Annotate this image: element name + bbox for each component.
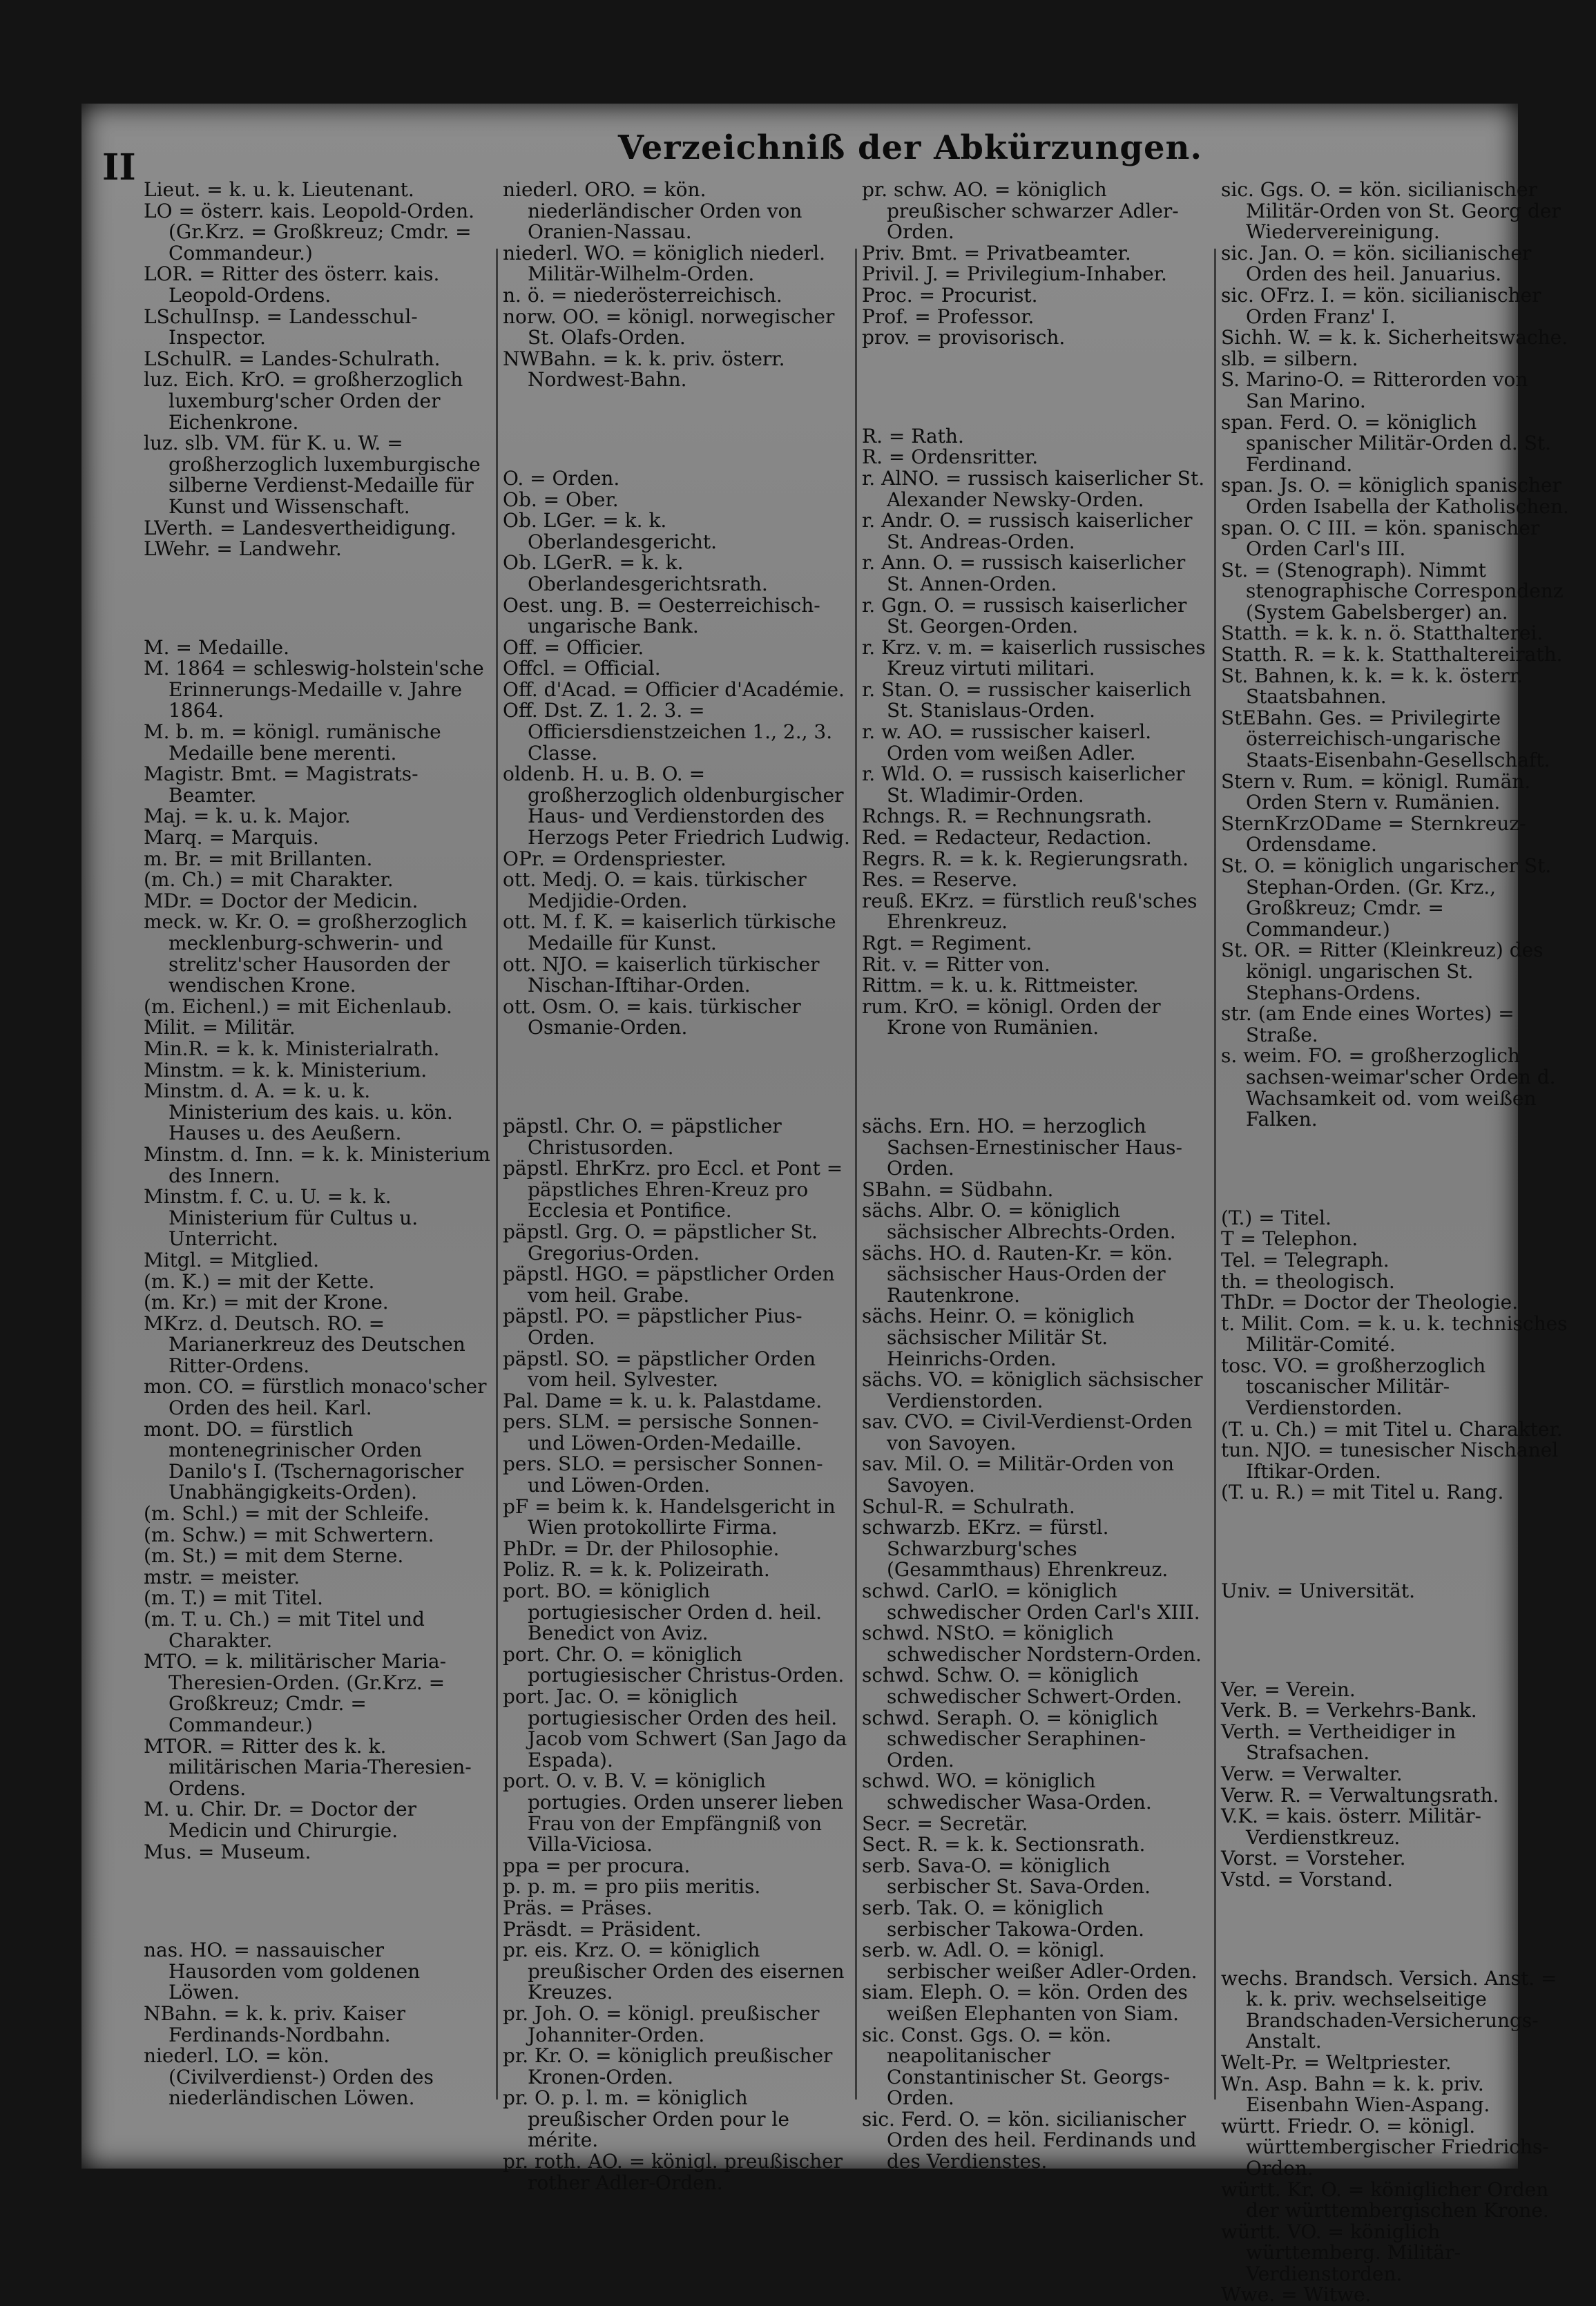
- section-gap: [144, 579, 492, 618]
- abbreviation-entry: Regrs. R. = k. k. Regierungsrath.: [862, 847, 1189, 870]
- abbreviation-entry: Secr. = Secretär.: [862, 1812, 1028, 1835]
- abbreviation-entry: sic. Jan. O. = kön. sicilianischer Orden des heil. Januarius.: [1221, 241, 1532, 286]
- abbreviation-entry: sächs. Heinr. O. = königlich sächsischer Militär St. Heinrichs-Orden.: [862, 1305, 1135, 1370]
- abbreviation-entry: (m. Kr.) = mit der Krone.: [144, 1291, 389, 1314]
- abbreviation-entry: mon. CO. = fürstlich monaco'scher Orden des heil. Karl.: [144, 1375, 487, 1420]
- abbreviation-entry: pr. Joh. O. = königl. preußischer Johanniter-Orden.: [503, 2001, 820, 2046]
- abbreviation-entry: Wn. Asp. Bahn = k. k. priv. Eisenbahn Wien-Aspang.: [1221, 2072, 1490, 2117]
- abbreviation-entry: R. = Ordensritter.: [862, 445, 1039, 469]
- abbreviation-entry: schwd. Seraph. O. = königlich schwedischer Seraphinen-Orden.: [862, 1706, 1159, 1771]
- abbreviation-entry: oldenb. H. u. B. O. = großherzoglich oldenburgischer Haus- und Verdienstorden des Herzogs Peter Friedrich Ludwig.: [503, 762, 850, 849]
- abbreviation-entry: LOR. = Ritter des österr. kais. Leopold-Ordens.: [144, 262, 440, 307]
- page-number: II: [102, 146, 136, 189]
- abbreviation-entry: V.K. = kais. österr. Militär-Verdienstkreuz.: [1221, 1805, 1481, 1849]
- abbreviation-entry: Ob. LGerR. = k. k. Oberlandesgerichtsrath.: [503, 551, 768, 595]
- abbreviation-entry: St. OR. = Ritter (Kleinkreuz) des königl. ungarischen St. Stephans-Ordens.: [1221, 939, 1544, 1004]
- abbreviation-entry: (m. Ch.) = mit Charakter.: [144, 868, 394, 892]
- abbreviation-entry: r. Ggn. O. = russisch kaiserlicher St. Georgen-Orden.: [862, 593, 1187, 638]
- abbreviation-entry: slb. = silbern.: [1221, 347, 1358, 370]
- abbreviation-entry: schwarzb. EKrz. = fürstl. Schwarzburg'sches (Gesammthaus) Ehrenkreuz.: [862, 1516, 1169, 1582]
- abbreviation-entry: Verw. R. = Verwaltungsrath.: [1221, 1783, 1499, 1807]
- abbreviation-entry: Wwe. = Witwe.: [1221, 2283, 1372, 2306]
- abbreviation-entry: r. w. AO. = russischer kaiserl. Orden vom weißen Adler.: [862, 720, 1152, 765]
- abbreviation-entry: (m. Schw.) = mit Schwertern.: [144, 1523, 434, 1546]
- page-title: Verzeichniß der Abkürzungen.: [617, 128, 1203, 167]
- abbreviation-entry: SternKrzODame = Sternkreuz-Ordensdame.: [1221, 811, 1526, 856]
- abbreviation-entry: M. b. m. = königl. rumänische Medaille bene merenti.: [144, 720, 441, 765]
- abbreviation-entry: sächs. VO. = königlich sächsischer Verdienstorden.: [862, 1368, 1203, 1412]
- abbreviation-entry: päpstl. EhrKrz. pro Eccl. et Pont = päpstliches Ehren-Kreuz pro Ecclesia et Pontifice.: [503, 1157, 843, 1222]
- abbreviation-entry: Univ. = Universität.: [1221, 1579, 1416, 1603]
- abbreviation-entry: sächs. Albr. O. = königlich sächsischer Albrechts-Orden.: [862, 1199, 1176, 1243]
- abbreviation-entry: SBahn. = Südbahn.: [862, 1178, 1054, 1201]
- abbreviation-entry: Rit. v. = Ritter von.: [862, 952, 1050, 976]
- abbreviation-entry: Maj. = k. u. k. Major.: [144, 805, 351, 828]
- abbreviation-entry: sächs. HO. d. Rauten-Kr. = kön. sächsischer Haus-Orden der Rautenkrone.: [862, 1241, 1173, 1307]
- abbreviation-entry: port. Jac. O. = königlich portugiesischer Orden des heil. Jacob vom Schwert (San Jago da Espada).: [503, 1685, 847, 1771]
- abbreviation-entry: Vstd. = Vorstand.: [1221, 1867, 1393, 1891]
- abbreviation-entry: Marq. = Marquis.: [144, 826, 319, 849]
- abbreviation-entry: päpstl. SO. = päpstlicher Orden vom heil. Sylvester.: [503, 1347, 816, 1392]
- abbreviation-entry: prov. = provisorisch.: [862, 326, 1066, 349]
- abbreviation-entry: Präsdt. = Präsident.: [503, 1917, 702, 1941]
- abbreviation-entry: Rgt. = Regiment.: [862, 932, 1032, 954]
- abbreviation-entry: württ. Kr. O. = königlicher Orden der württembergischen Krone.: [1221, 2178, 1549, 2222]
- abbreviation-entry: Red. = Redacteur, Redaction.: [862, 826, 1152, 849]
- abbreviation-entry: Sichh. W. = k. k. Sicherheitswache.: [1221, 326, 1568, 349]
- abbreviation-entry: württ. Friedr. O. = königl. württembergischer Friedrichs-Orden.: [1221, 2114, 1549, 2180]
- abbreviation-entry: r. Ann. O. = russisch kaiserlicher St. Annen-Orden.: [862, 551, 1186, 595]
- abbreviation-entry: ott. Medj. O. = kais. türkischer Medjidie-Orden.: [503, 868, 807, 912]
- abbreviation-entry: Minstm. f. C. u. U. = k. k. Ministerium für Cultus u. Unterricht.: [144, 1185, 419, 1251]
- section-gap: [1221, 1523, 1570, 1562]
- abbreviation-entry: Vorst. = Vorsteher.: [1221, 1847, 1406, 1870]
- abbreviation-entry: sav. CVO. = Civil-Verdienst-Orden von Savoyen.: [862, 1410, 1193, 1454]
- abbreviation-entry: LSchulR. = Landes-Schulrath.: [144, 347, 441, 370]
- abbreviation-entry: Res. = Reserve.: [862, 868, 1018, 892]
- abbreviation-entry: ott. Osm. O. = kais. türkischer Osmanie-Orden.: [503, 995, 801, 1039]
- abbreviation-entry: mont. DO. = fürstlich montenegrinischer Orden Danilo's I. (Tschernagorischer Unabhängigkeits-Orden).: [144, 1417, 464, 1504]
- abbreviation-entry: päpstl. Chr. O. = päpstlicher Christusorden.: [503, 1114, 782, 1159]
- abbreviation-entry: M. = Medaille.: [144, 635, 290, 659]
- abbreviation-entry: Tel. = Telegraph.: [1221, 1248, 1390, 1271]
- abbreviation-entry: niederl. ORO. = kön. niederländischer Orden von Oranien-Nassau.: [503, 178, 802, 244]
- abbreviation-entry: mstr. = meister.: [144, 1565, 300, 1588]
- abbreviation-entry: O. = Orden.: [503, 466, 620, 490]
- abbreviation-entry: Rchngs. R. = Rechnungsrath.: [862, 805, 1153, 828]
- abbreviation-entry: ppa = per procura.: [503, 1854, 691, 1877]
- abbreviation-entry: sic. Const. Ggs. O. = kön. neapolitanischer Constantinischer St. Georgs-Orden.: [862, 2023, 1170, 2110]
- abbreviation-entry: port. Chr. O. = königlich portugiesischer Christus-Orden.: [503, 1642, 845, 1687]
- abbreviation-entry: Lieut. = k. u. k. Lieutenant.: [144, 178, 414, 201]
- abbreviation-entry: sic. OFrz. I. = kön. sicilianischer Orden Franz' I.: [1221, 283, 1541, 328]
- abbreviation-entry: MKrz. d. Deutsch. RO. = Marianerkreuz des Deutschen Ritter-Ordens.: [144, 1311, 465, 1377]
- column-3: [862, 178, 1211, 2173]
- abbreviation-entry: n. ö. = niederösterreichisch.: [503, 283, 782, 307]
- abbreviation-entry: Off. d'Acad. = Officier d'Académie.: [503, 678, 845, 701]
- section-gap: [1221, 1910, 1570, 1949]
- abbreviation-entry: (m. K.) = mit der Kette.: [144, 1269, 375, 1293]
- column-2: [503, 178, 852, 2194]
- abbreviation-entry: Stern v. Rum. = königl. Rumän. Orden Stern v. Rumänien.: [1221, 769, 1531, 814]
- abbreviation-entry: pr. eis. Krz. O. = königlich preußischer Orden des eisernen Kreuzes.: [503, 1939, 845, 2004]
- abbreviation-entry: Offcl. = Official.: [503, 657, 661, 680]
- abbreviation-entry: sic. Ferd. O. = kön. sicilianischer Orden des heil. Ferdinands und des Verdienstes.: [862, 2107, 1197, 2173]
- abbreviation-entry: pr. roth. AO. = königl. preußischer rother Adler-Orden.: [503, 2150, 843, 2194]
- abbreviation-entry: r. Krz. v. m. = kaiserlich russisches Kreuz virtuti militari.: [862, 635, 1206, 680]
- abbreviation-entry: Präs. = Präses.: [503, 1896, 653, 1919]
- abbreviation-entry: St. Bahnen, k. k. = k. k. österr. Staatsbahnen.: [1221, 664, 1523, 709]
- abbreviation-entry: württ. VO. = königlich württemberg. Militär-Verdienstorden.: [1221, 2220, 1461, 2285]
- abbreviation-entry: pr. Kr. O. = königlich preußischer Kronen-Orden.: [503, 2044, 833, 2088]
- abbreviation-entry: schwd. Schw. O. = königlich schwedischer Schwert-Orden.: [862, 1664, 1182, 1708]
- abbreviation-entry: (m. St.) = mit dem Sterne.: [144, 1544, 404, 1568]
- document-page: [81, 104, 1569, 2306]
- abbreviation-entry: r. AlNO. = russisch kaiserlicher St. Alexander Newsky-Orden.: [862, 466, 1205, 511]
- abbreviation-entry: Oest. ung. B. = Oesterreichisch-ungarische Bank.: [503, 593, 820, 638]
- abbreviation-entry: (T. u. R.) = mit Titel u. Rang.: [1221, 1481, 1504, 1504]
- abbreviation-entry: Verk. B. = Verkehrs-Bank.: [1221, 1699, 1477, 1722]
- abbreviation-entry: Mus. = Museum.: [144, 1840, 311, 1863]
- abbreviation-entry: Sect. R. = k. k. Sectionsrath.: [862, 1833, 1146, 1856]
- abbreviation-entry: ThDr. = Doctor der Theologie.: [1221, 1291, 1519, 1314]
- section-gap: [1221, 1150, 1570, 1189]
- abbreviation-entry: str. (am Ende eines Wortes) = Straße.: [1221, 1002, 1515, 1046]
- abbreviation-entry: pF = beim k. k. Handelsgericht in Wien protokollirte Firma.: [503, 1495, 836, 1539]
- abbreviation-entry: pr. schw. AO. = königlich preußischer schwarzer Adler-Orden.: [862, 178, 1179, 244]
- abbreviation-entry: Verw. = Verwalter.: [1221, 1762, 1403, 1785]
- abbreviation-entry: rum. KrO. = königl. Orden der Krone von Rumänien.: [862, 995, 1161, 1039]
- abbreviation-entry: th. = theologisch.: [1221, 1269, 1395, 1293]
- abbreviation-entry: OPr. = Ordenspriester.: [503, 847, 727, 870]
- abbreviation-entry: ott. NJO. = kaiserlich türkischer Nischan-Iftihar-Orden.: [503, 952, 820, 997]
- abbreviation-entry: Prof. = Professor.: [862, 305, 1035, 328]
- section-gap: [1221, 1622, 1570, 1660]
- abbreviation-entry: tun. NJO. = tunesischer Nischanel Iftikar-Orden.: [1221, 1439, 1559, 1483]
- abbreviation-entry: r. Stan. O. = russischer kaiserlich St. Stanislaus-Orden.: [862, 678, 1192, 722]
- column-divider: [496, 249, 498, 2100]
- abbreviation-entry: LSchulInsp. = Landesschul-Inspector.: [144, 305, 418, 349]
- abbreviation-entry: nas. HO. = nassauischer Hausorden vom goldenen Löwen.: [144, 1939, 421, 2004]
- abbreviation-entry: r. Andr. O. = russisch kaiserlicher St. Andreas-Orden.: [862, 509, 1193, 553]
- abbreviation-entry: M. 1864 = schleswig-holstein'sche Erinnerungs-Medaille v. Jahre 1864.: [144, 657, 484, 722]
- abbreviation-entry: T = Telephon.: [1221, 1227, 1358, 1251]
- abbreviation-entry: niederl. WO. = königlich niederl. Militär-Wilhelm-Orden.: [503, 241, 826, 286]
- abbreviation-entry: span. Js. O. = königlich spanischer Orden Isabella der Katholischen.: [1221, 474, 1569, 518]
- column-divider: [855, 249, 857, 2100]
- abbreviation-entry: LO = österr. kais. Leopold-Orden. (Gr.Krz. = Großkreuz; Cmdr. = Commandeur.): [144, 199, 475, 265]
- abbreviation-entry: Proc. = Procurist.: [862, 283, 1038, 307]
- abbreviation-entry: reuß. EKrz. = fürstlich reuß'sches Ehrenkreuz.: [862, 889, 1198, 934]
- abbreviation-entry: meck. w. Kr. O. = großherzoglich mecklenburg-schwerin- und strelitz'scher Hausorden der wendischen Krone.: [144, 910, 468, 997]
- abbreviation-entry: Verth. = Vertheidiger in Strafsachen.: [1221, 1720, 1456, 1765]
- abbreviation-entry: Magistr. Bmt. = Magistrats-Beamter.: [144, 762, 419, 807]
- abbreviation-entry: päpstl. HGO. = päpstlicher Orden vom heil. Grabe.: [503, 1262, 835, 1307]
- section-gap: [862, 368, 1211, 407]
- abbreviation-entry: Statth. R. = k. k. Statthaltereirath.: [1221, 643, 1563, 666]
- abbreviation-entry: r. Wld. O. = russisch kaiserlicher St. Wladimir-Orden.: [862, 762, 1185, 807]
- column-1: [144, 180, 492, 2141]
- abbreviation-entry: Pal. Dame = k. u. k. Palastdame.: [503, 1389, 823, 1412]
- abbreviation-entry: s. weim. FO. = großherzoglich sachsen-weimar'scher Orden d. Wachsamkeit od. vom weißen Falken.: [1221, 1044, 1556, 1131]
- abbreviation-entry: M. u. Chir. Dr. = Doctor der Medicin und Chirurgie.: [144, 1798, 417, 1842]
- abbreviation-entry: LWehr. = Landwehr.: [144, 537, 342, 561]
- abbreviation-entry: StEBahn. Ges. = Privilegirte österreichisch-ungarische Staats-Eisenbahn-Gesellschaft.: [1221, 706, 1550, 772]
- abbreviation-entry: span. Ferd. O. = königlich spanischer Militär-Orden d. St. Ferdinand.: [1221, 410, 1552, 476]
- abbreviation-entry: siam. Eleph. O. = kön. Orden des weißen Elephanten von Siam.: [862, 1981, 1188, 2025]
- abbreviation-entry: (m. T. u. Ch.) = mit Titel und Charakter.: [144, 1608, 425, 1652]
- abbreviation-entry: Statth. = k. k. n. ö. Statthalterei.: [1221, 622, 1544, 645]
- abbreviation-entry: (T.) = Titel.: [1221, 1206, 1331, 1229]
- abbreviation-entry: schwd. WO. = königlich schwedischer Wasa-Orden.: [862, 1769, 1152, 1814]
- abbreviation-entry: päpstl. PO. = päpstlicher Pius-Orden.: [503, 1305, 802, 1349]
- section-gap: [503, 1058, 852, 1097]
- abbreviation-entry: t. Milit. Com. = k. u. k. technisches Militär-Comité.: [1221, 1311, 1568, 1356]
- abbreviation-entry: pers. SLO. = persischer Sonnen- und Löwen-Orden.: [503, 1452, 823, 1497]
- abbreviation-entry: luz. Eich. KrO. = großherzoglich luxemburg'scher Orden der Eichenkrone.: [144, 368, 463, 434]
- abbreviation-entry: ott. M. f. K. = kaiserlich türkische Medaille für Kunst.: [503, 910, 836, 954]
- abbreviation-entry: R. = Rath.: [862, 424, 964, 448]
- abbreviation-entry: sächs. Ern. HO. = herzoglich Sachsen-Ernestinischer Haus-Orden.: [862, 1114, 1182, 1180]
- abbreviation-entry: (m. T.) = mit Titel.: [144, 1586, 323, 1610]
- abbreviation-entry: serb. w. Adl. O. = königl. serbischer weißer Adler-Orden.: [862, 1939, 1198, 1983]
- abbreviation-entry: St. O. = königlich ungarischer St. Stephan-Orden. (Gr. Krz., Großkreuz; Cmdr. = Commandeur.): [1221, 854, 1552, 941]
- section-gap: [862, 1058, 1211, 1097]
- abbreviation-entry: schwd. CarlO. = königlich schwedischer Orden Carl's XIII.: [862, 1579, 1200, 1624]
- abbreviation-entry: MTO. = k. militärischer Maria-Theresien-Orden. (Gr.Krz. = Großkreuz; Cmdr. = Commandeur.): [144, 1650, 447, 1736]
- abbreviation-entry: sic. Ggs. O. = kön. sicilianischer Militär-Orden von St. Georg der Wiedervereinigung.: [1221, 178, 1561, 244]
- abbreviation-entry: span. O. C III. = kön. spanischer Orden Carl's III.: [1221, 516, 1540, 561]
- column-divider: [1214, 249, 1216, 2100]
- abbreviation-entry: luz. slb. VM. für K. u. W. = großherzoglich luxemburgische silberne Verdienst-Medaille für Kunst und Wissenschaft.: [144, 432, 481, 518]
- abbreviation-entry: (T. u. Ch.) = mit Titel u. Charakter.: [1221, 1417, 1563, 1441]
- abbreviation-entry: Poliz. R. = k. k. Polizeirath.: [503, 1558, 770, 1582]
- abbreviation-entry: Welt-Pr. = Weltpriester.: [1221, 2050, 1452, 2074]
- abbreviation-entry: MTOR. = Ritter des k. k. militärischen Maria-Theresien-Ordens.: [144, 1734, 472, 1800]
- abbreviation-entry: serb. Tak. O. = königlich serbischer Takowa-Orden.: [862, 1896, 1145, 1941]
- abbreviation-entry: päpstl. Grg. O. = päpstlicher St. Gregorius-Orden.: [503, 1220, 818, 1265]
- abbreviation-entry: pr. O. p. l. m. = königlich preußischer Orden pour le mérite.: [503, 2086, 789, 2152]
- abbreviation-entry: norw. OO. = königl. norwegischer St. Olafs-Orden.: [503, 305, 835, 349]
- abbreviation-entry: tosc. VO. = großherzoglich toscanischer Militär-Verdienstorden.: [1221, 1354, 1486, 1420]
- section-gap: [144, 1882, 492, 1921]
- abbreviation-entry: m. Br. = mit Brillanten.: [144, 847, 373, 870]
- abbreviation-entry: S. Marino-O. = Ritterorden von San Marino.: [1221, 368, 1528, 412]
- abbreviation-entry: Rittm. = k. u. k. Rittmeister.: [862, 974, 1139, 997]
- abbreviation-entry: Minstm. d. Inn. = k. k. Ministerium des Innern.: [144, 1142, 490, 1187]
- abbreviation-columns: [144, 178, 1569, 2306]
- abbreviation-entry: PhDr. = Dr. der Philosophie.: [503, 1537, 780, 1560]
- abbreviation-entry: serb. Sava-O. = königlich serbischer St. Sava-Orden.: [862, 1854, 1151, 1899]
- column-4: [1221, 178, 1570, 2306]
- abbreviation-entry: Mitgl. = Mitglied.: [144, 1248, 320, 1271]
- abbreviation-entry: Min.R. = k. k. Ministerialrath.: [144, 1037, 440, 1060]
- abbreviation-entry: (m. Eichenl.) = mit Eichenlaub.: [144, 995, 452, 1018]
- abbreviation-entry: Ob. LGer. = k. k. Oberlandesgericht.: [503, 509, 718, 553]
- abbreviation-entry: sav. Mil. O. = Militär-Orden von Savoyen.: [862, 1452, 1175, 1497]
- abbreviation-entry: MDr. = Doctor der Medicin.: [144, 889, 419, 912]
- abbreviation-entry: St. = (Stenograph). Nimmt stenographische Correspondenz (System Gabelsberger) an.: [1221, 558, 1564, 624]
- abbreviation-entry: NWBahn. = k. k. priv. österr. Nordwest-Bahn.: [503, 347, 785, 392]
- abbreviation-entry: LVerth. = Landesvertheidigung.: [144, 516, 456, 539]
- abbreviation-entry: Priv. Bmt. = Privatbeamter.: [862, 241, 1131, 265]
- abbreviation-entry: Milit. = Militär.: [144, 1016, 296, 1039]
- abbreviation-entry: Minstm. = k. k. Ministerium.: [144, 1058, 427, 1082]
- abbreviation-entry: port. O. v. B. V. = königlich portugies. Orden unserer lieben Frau von der Empfängniß von Villa-Viciosa.: [503, 1769, 844, 1856]
- abbreviation-entry: port. BO. = königlich portugiesischer Orden d. heil. Benedict von Aviz.: [503, 1579, 823, 1645]
- abbreviation-entry: schwd. NStO. = königlich schwedischer Nordstern-Orden.: [862, 1622, 1202, 1666]
- section-gap: [503, 410, 852, 449]
- abbreviation-entry: wechs. Brandsch. Versich. Anst. = k. k. priv. wechselseitige Brandschaden-Versicherungs-Anstalt.: [1221, 1966, 1557, 2053]
- abbreviation-entry: Off. Dst. Z. 1. 2. 3. = Officiersdienstzeichen 1., 2., 3. Classe.: [503, 699, 833, 765]
- abbreviation-entry: p. p. m. = pro piis meritis.: [503, 1875, 761, 1899]
- abbreviation-entry: Off. = Officier.: [503, 635, 644, 659]
- abbreviation-entry: niederl. LO. = kön. (Civilverdienst-) Orden des niederländischen Löwen.: [144, 2044, 434, 2110]
- abbreviation-entry: (m. Schl.) = mit der Schleife.: [144, 1502, 430, 1526]
- abbreviation-entry: pers. SLM. = persische Sonnen- und Löwen-Orden-Medaille.: [503, 1410, 819, 1454]
- abbreviation-entry: Schul-R. = Schulrath.: [862, 1495, 1075, 1518]
- abbreviation-entry: NBahn. = k. k. priv. Kaiser Ferdinands-Nordbahn.: [144, 2001, 405, 2046]
- abbreviation-entry: Privil. J. = Privilegium-Inhaber.: [862, 262, 1167, 286]
- abbreviation-entry: Minstm. d. A. = k. u. k. Ministerium des kais. u. kön. Hauses u. des Aeußern.: [144, 1079, 453, 1145]
- abbreviation-entry: Ob. = Ober.: [503, 488, 619, 511]
- abbreviation-entry: Ver. = Verein.: [1221, 1678, 1356, 1701]
